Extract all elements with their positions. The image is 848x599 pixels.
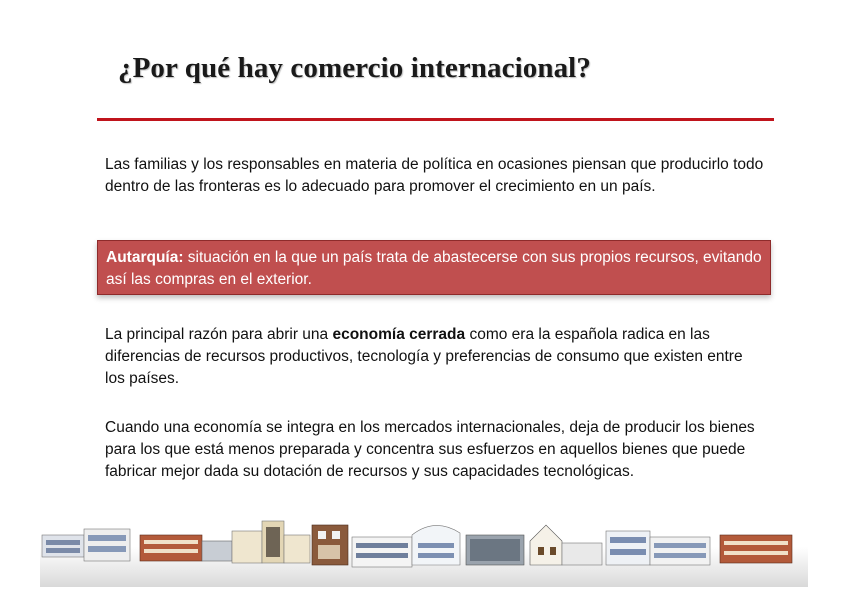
paragraph-reason-after: como era la española radica en las diferencias de recursos productivos, tecnología y preferencias de consumo que existen entre los países. (105, 326, 743, 387)
paragraph-reason-before: La principal razón para abrir una (105, 326, 333, 343)
slide-title: ¿Por qué hay comercio internacional? (118, 52, 591, 84)
definition-term: Autarquía: (106, 249, 184, 266)
paragraph-intro: Las familias y los responsables en materia de política en ocasiones piensan que producirlo todo dentro de las fronteras es lo adecuado para promover el crecimiento en un país. (105, 156, 764, 195)
paragraph-integration: Cuando una economía se integra en los mercados internacionales, deja de producir los bienes para los que está menos preparada y concentra sus esfuerzos en aquellos bienes que puede fabricar mejor dada su dotación de recursos y sus capacidades tecnológicas. (105, 419, 755, 480)
definition-box (97, 240, 771, 295)
paragraph-reason-bold: economía cerrada (332, 326, 466, 343)
buildings-strip-icon (40, 517, 808, 587)
definition-text: situación en la que un país trata de abastecerse con sus propios recursos, evitando así las compras en el exterior. (106, 249, 762, 288)
paragraph-reason (105, 324, 765, 390)
title-divider (97, 118, 774, 121)
